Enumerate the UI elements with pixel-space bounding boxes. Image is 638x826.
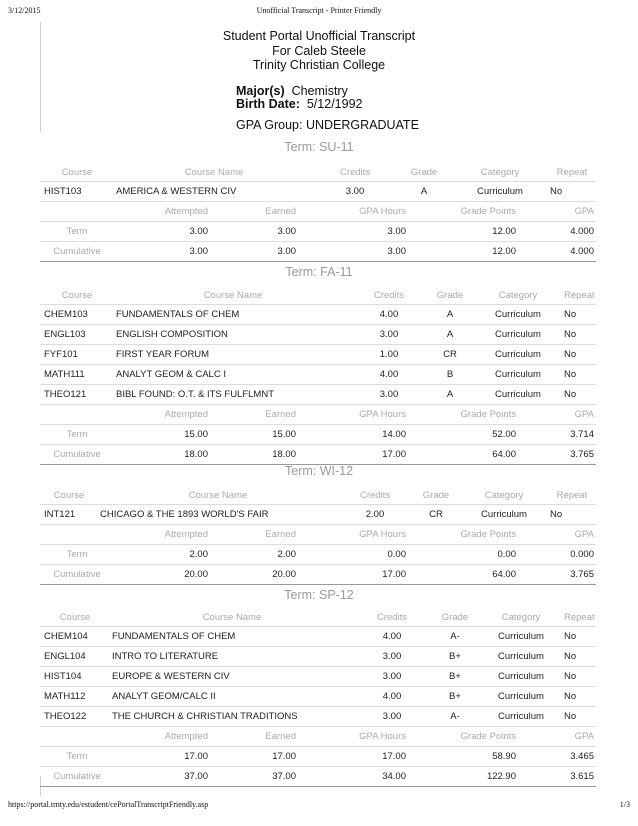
summary-gpa: 3.765 — [518, 565, 596, 585]
course-credits: 3.00 — [354, 647, 430, 667]
course-code: ENGL104 — [40, 647, 110, 667]
cumulative-summary-row — [40, 445, 596, 465]
summary-gpa: 3.714 — [518, 425, 596, 445]
column-header-credits: Credits — [354, 608, 430, 627]
course-grade: A — [426, 385, 474, 405]
course-repeat: No — [548, 505, 596, 525]
print-title: Unofficial Transcript - Printer Friendly — [256, 6, 382, 15]
term-summary-row — [40, 747, 596, 767]
course-grade: A — [426, 305, 474, 325]
course-code: INT121 — [40, 505, 98, 525]
heading-student: For Caleb Steele — [272, 43, 366, 58]
major-value: Chemistry — [291, 84, 348, 98]
summary-header-row — [40, 405, 596, 425]
summary-header-attempted: Attempted — [114, 727, 210, 747]
summary-header-row — [40, 727, 596, 747]
course-name: FUNDAMENTALS OF CHEM — [110, 627, 354, 647]
course-credits: 3.00 — [354, 667, 430, 687]
summary-grade-points: 12.00 — [408, 222, 518, 242]
summary-table — [40, 525, 596, 585]
course-name: BIBL FOUND: O.T. & ITS FULFLMNT — [114, 385, 352, 405]
term-summary-row — [40, 425, 596, 445]
column-header-course: Course — [40, 608, 110, 627]
summary-grade-points: 12.00 — [408, 242, 518, 262]
summary-grade-points: 58.90 — [408, 747, 518, 767]
course-category: Curriculum — [480, 627, 562, 647]
summary-header-gpa_hours: GPA Hours — [298, 727, 408, 747]
course-repeat: No — [562, 325, 596, 345]
summary-earned: 20.00 — [210, 565, 298, 585]
term-summary-row — [40, 222, 596, 242]
summary-earned: 3.00 — [210, 222, 298, 242]
summary-header-grade_points: Grade Points — [408, 405, 518, 425]
summary-gpa: 0.000 — [518, 545, 596, 565]
summary-header-row — [40, 525, 596, 545]
course-name: INTRO TO LITERATURE — [110, 647, 354, 667]
table-row — [40, 687, 596, 707]
summary-gpa: 4.000 — [518, 222, 596, 242]
course-credits: 4.00 — [354, 627, 430, 647]
summary-gpa-hours: 34.00 — [298, 767, 408, 787]
summary-earned: 3.00 — [210, 242, 298, 262]
course-grade: A- — [430, 707, 480, 727]
summary-attempted: 20.00 — [114, 565, 210, 585]
course-grade: B+ — [430, 667, 480, 687]
summary-attempted: 17.00 — [114, 747, 210, 767]
summary-gpa-hours: 17.00 — [298, 747, 408, 767]
course-category: Curriculum — [474, 365, 562, 385]
column-header-grade: Grade — [412, 486, 460, 505]
course-name: ENGLISH COMPOSITION — [114, 325, 352, 345]
course-grade: A — [426, 325, 474, 345]
birth-line — [236, 97, 362, 111]
table-row — [40, 505, 596, 525]
course-category: Curriculum — [474, 345, 562, 365]
summary-gpa-hours: 0.00 — [298, 545, 408, 565]
course-credits: 3.00 — [352, 385, 426, 405]
summary-header-attempted: Attempted — [114, 525, 210, 545]
course-grade: A — [396, 182, 452, 202]
summary-header-gpa_hours: GPA Hours — [298, 202, 408, 222]
summary-attempted: 3.00 — [114, 242, 210, 262]
course-table — [40, 608, 596, 727]
course-code: CHEM103 — [40, 305, 114, 325]
column-header-credits: Credits — [314, 163, 396, 182]
term-title: Term: SP-12 — [284, 588, 354, 602]
summary-label: Term — [40, 545, 114, 565]
summary-table — [40, 202, 596, 262]
course-category: Curriculum — [474, 305, 562, 325]
summary-gpa: 3.465 — [518, 747, 596, 767]
table-row — [40, 365, 596, 385]
course-name: AMERICA & WESTERN CIV — [114, 182, 314, 202]
course-grade: CR — [412, 505, 460, 525]
course-category: Curriculum — [474, 385, 562, 405]
course-category: Curriculum — [480, 687, 562, 707]
column-header-repeat: Repeat — [548, 486, 596, 505]
course-repeat: No — [562, 385, 596, 405]
course-grade: B+ — [430, 647, 480, 667]
heading-line-1: Student Portal Unofficial Transcript — [222, 29, 416, 43]
course-repeat: No — [562, 667, 596, 687]
course-repeat: No — [562, 305, 596, 325]
summary-table — [40, 405, 596, 465]
course-code: CHEM104 — [40, 627, 110, 647]
major-label: Major(s) — [236, 84, 285, 98]
summary-earned: 17.00 — [210, 747, 298, 767]
summary-label: Term — [40, 425, 114, 445]
blank-cell — [40, 525, 114, 545]
course-credits: 2.00 — [338, 505, 412, 525]
table-row — [40, 707, 596, 727]
summary-header-grade_points: Grade Points — [408, 202, 518, 222]
summary-header-grade_points: Grade Points — [408, 727, 518, 747]
course-grade: B — [426, 365, 474, 385]
course-repeat: No — [562, 647, 596, 667]
course-code: FYF101 — [40, 345, 114, 365]
summary-header-gpa: GPA — [518, 727, 596, 747]
summary-table — [40, 727, 596, 787]
course-repeat: No — [562, 627, 596, 647]
course-code: THEO121 — [40, 385, 114, 405]
column-header-repeat: Repeat — [562, 286, 596, 305]
summary-attempted: 2.00 — [114, 545, 210, 565]
summary-header-earned: Earned — [210, 727, 298, 747]
column-header-category: Category — [480, 608, 562, 627]
column-header-grade: Grade — [426, 286, 474, 305]
column-header-grade: Grade — [430, 608, 480, 627]
column-header-name: Course Name — [114, 163, 314, 182]
summary-grade-points: 64.00 — [408, 565, 518, 585]
course-header-row — [40, 286, 596, 305]
summary-earned: 2.00 — [210, 545, 298, 565]
column-header-course: Course — [40, 286, 114, 305]
table-row — [40, 627, 596, 647]
course-name: FIRST YEAR FORUM — [114, 345, 352, 365]
summary-header-earned: Earned — [210, 202, 298, 222]
print-url: https://portal.trnty.edu/estudent/cePortalTranscriptFriendly.asp — [8, 800, 209, 809]
column-header-grade: Grade — [396, 163, 452, 182]
course-name: FUNDAMENTALS OF CHEM — [114, 305, 352, 325]
course-code: MATH112 — [40, 687, 110, 707]
summary-grade-points: 122.90 — [408, 767, 518, 787]
gpa-group: GPA Group: UNDERGRADUATE — [236, 118, 419, 132]
table-row — [40, 385, 596, 405]
column-header-credits: Credits — [338, 486, 412, 505]
course-name: ANALYT GEOM & CALC I — [114, 365, 352, 385]
course-name: CHICAGO & THE 1893 WORLD'S FAIR — [98, 505, 338, 525]
column-header-repeat: Repeat — [548, 163, 596, 182]
summary-header-earned: Earned — [210, 405, 298, 425]
course-category: Curriculum — [452, 182, 548, 202]
page-number: 1/3 — [619, 800, 630, 809]
course-name: ANALYT GEOM/CALC II — [110, 687, 354, 707]
term-title: Term: SU-11 — [284, 140, 354, 154]
major-line — [236, 84, 348, 98]
course-name: EUROPE & WESTERN CIV — [110, 667, 354, 687]
blank-cell — [40, 727, 114, 747]
course-credits: 4.00 — [352, 365, 426, 385]
summary-earned: 37.00 — [210, 767, 298, 787]
summary-gpa: 3.615 — [518, 767, 596, 787]
course-credits: 3.00 — [352, 325, 426, 345]
column-header-category: Category — [474, 286, 562, 305]
column-header-credits: Credits — [352, 286, 426, 305]
summary-attempted: 18.00 — [114, 445, 210, 465]
column-header-category: Category — [460, 486, 548, 505]
summary-label: Term — [40, 747, 114, 767]
course-code: THEO122 — [40, 707, 110, 727]
summary-header-gpa_hours: GPA Hours — [298, 525, 408, 545]
print-header — [0, 6, 638, 20]
course-credits: 1.00 — [352, 345, 426, 365]
column-header-name: Course Name — [110, 608, 354, 627]
summary-attempted: 37.00 — [114, 767, 210, 787]
course-credits: 4.00 — [352, 305, 426, 325]
summary-header-attempted: Attempted — [114, 202, 210, 222]
birth-label: Birth Date: — [236, 97, 300, 111]
column-header-name: Course Name — [114, 286, 352, 305]
summary-label: Term — [40, 222, 114, 242]
summary-earned: 15.00 — [210, 425, 298, 445]
cumulative-summary-row — [40, 565, 596, 585]
heading-college: Trinity Christian College — [252, 58, 386, 72]
summary-label: Cumulative — [40, 445, 114, 465]
summary-header-attempted: Attempted — [114, 405, 210, 425]
summary-header-grade_points: Grade Points — [408, 525, 518, 545]
summary-gpa: 4.000 — [518, 242, 596, 262]
summary-header-gpa: GPA — [518, 525, 596, 545]
course-repeat: No — [548, 182, 596, 202]
table-row — [40, 647, 596, 667]
birth-value: 5/12/1992 — [306, 97, 363, 111]
course-credits: 3.00 — [354, 707, 430, 727]
column-header-category: Category — [452, 163, 548, 182]
summary-label: Cumulative — [40, 767, 114, 787]
column-header-course: Course — [40, 163, 114, 182]
summary-gpa-hours: 3.00 — [298, 242, 408, 262]
course-category: Curriculum — [480, 707, 562, 727]
course-grade: B+ — [430, 687, 480, 707]
summary-header-earned: Earned — [210, 525, 298, 545]
transcript-heading — [0, 29, 638, 73]
cumulative-summary-row — [40, 242, 596, 262]
course-table — [40, 163, 596, 202]
summary-gpa-hours: 17.00 — [298, 445, 408, 465]
summary-gpa-hours: 3.00 — [298, 222, 408, 242]
column-header-name: Course Name — [98, 486, 338, 505]
summary-gpa: 3.765 — [518, 445, 596, 465]
blank-cell — [40, 202, 114, 222]
summary-gpa-hours: 17.00 — [298, 565, 408, 585]
summary-header-row — [40, 202, 596, 222]
print-date: 3/12/2015 — [8, 6, 41, 15]
course-repeat: No — [562, 687, 596, 707]
summary-grade-points: 0.00 — [408, 545, 518, 565]
course-credits: 4.00 — [354, 687, 430, 707]
course-repeat: No — [562, 365, 596, 385]
cumulative-summary-row — [40, 767, 596, 787]
course-code: HIST104 — [40, 667, 110, 687]
summary-header-gpa: GPA — [518, 202, 596, 222]
term-summary-row — [40, 545, 596, 565]
summary-header-gpa: GPA — [518, 405, 596, 425]
print-footer — [0, 800, 638, 814]
summary-label: Cumulative — [40, 242, 114, 262]
blank-cell — [40, 405, 114, 425]
table-row — [40, 182, 596, 202]
summary-gpa-hours: 14.00 — [298, 425, 408, 445]
course-code: ENGL103 — [40, 325, 114, 345]
course-code: HIST103 — [40, 182, 114, 202]
course-category: Curriculum — [474, 325, 562, 345]
course-repeat: No — [562, 707, 596, 727]
summary-header-gpa_hours: GPA Hours — [298, 405, 408, 425]
course-category: Curriculum — [480, 667, 562, 687]
course-table — [40, 286, 596, 405]
column-header-repeat: Repeat — [562, 608, 596, 627]
summary-attempted: 15.00 — [114, 425, 210, 445]
summary-grade-points: 52.00 — [408, 425, 518, 445]
course-table — [40, 486, 596, 525]
column-header-course: Course — [40, 486, 98, 505]
term-title: Term: FA-11 — [285, 265, 353, 279]
course-category: Curriculum — [480, 647, 562, 667]
table-row — [40, 305, 596, 325]
course-header-row — [40, 163, 596, 182]
course-grade: CR — [426, 345, 474, 365]
course-category: Curriculum — [460, 505, 548, 525]
course-header-row — [40, 608, 596, 627]
table-row — [40, 345, 596, 365]
course-repeat: No — [562, 345, 596, 365]
table-row — [40, 325, 596, 345]
course-grade: A- — [430, 627, 480, 647]
term-title: Term: WI-12 — [284, 464, 354, 478]
summary-earned: 18.00 — [210, 445, 298, 465]
course-name: THE CHURCH & CHRISTIAN TRADITIONS — [110, 707, 354, 727]
course-code: MATH111 — [40, 365, 114, 385]
course-header-row — [40, 486, 596, 505]
course-credits: 3.00 — [314, 182, 396, 202]
summary-grade-points: 64.00 — [408, 445, 518, 465]
table-row — [40, 667, 596, 687]
summary-attempted: 3.00 — [114, 222, 210, 242]
summary-label: Cumulative — [40, 565, 114, 585]
